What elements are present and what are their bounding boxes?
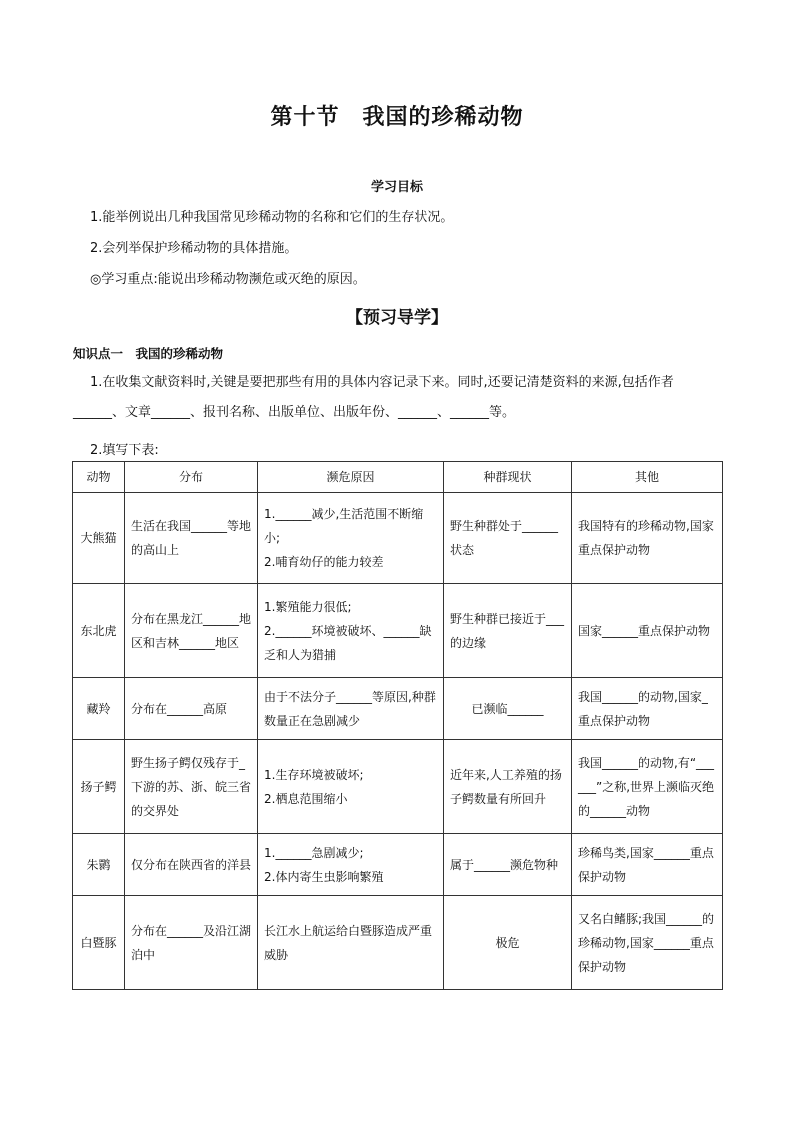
header-distribution: 分布 [125, 462, 258, 493]
other-cell: 珍稀鸟类,国家______重点保护动物 [572, 834, 723, 896]
status-cell: 极危 [444, 896, 572, 990]
distribution-cell: 分布在______高原 [125, 678, 258, 740]
distribution-cell: 分布在______及沿江湖泊中 [125, 896, 258, 990]
question-2-label: 2.填写下表: [90, 443, 159, 458]
causes-cell: 1.繁殖能力很低; 2.______环境被破坏、______缺乏和人为猎捕 [258, 584, 444, 678]
other-cell: 又名白鳍豚;我国______的珍稀动物,国家______重点保护动物 [572, 896, 723, 990]
table-row [73, 896, 723, 990]
page-title: 第十节 我国的珍稀动物 [270, 105, 524, 130]
header-animal: 动物 [73, 462, 125, 493]
preview-heading: 【预习导学】 [346, 308, 448, 328]
objectives-heading: 学习目标 [370, 180, 423, 195]
status-cell: 已濒临______ [444, 678, 572, 740]
causes-cell: 1.______急剧减少; 2.体内寄生虫影响繁殖 [258, 834, 444, 896]
table-row [73, 678, 723, 740]
header-other: 其他 [572, 462, 723, 493]
animal-name: 东北虎 [73, 584, 125, 678]
animal-name: 白暨豚 [73, 896, 125, 990]
table-row [73, 493, 723, 584]
distribution-cell: 仅分布在陕西省的洋县 [125, 834, 258, 896]
status-cell: 野生种群处于______状态 [444, 493, 572, 584]
distribution-cell: 分布在黑龙江______地区和吉林______地区 [125, 584, 258, 678]
other-cell: 国家______重点保护动物 [572, 584, 723, 678]
animal-name: 扬子鳄 [73, 740, 125, 834]
table-row [73, 584, 723, 678]
other-cell: 我国______的动物,有“______”之称,世界上濒临灭绝的______动物 [572, 740, 723, 834]
distribution-cell: 野生扬子鳄仅残存于_下游的苏、浙、皖三省的交界处 [125, 740, 258, 834]
causes-cell: 长江水上航运给白暨豚造成严重威胁 [258, 896, 444, 990]
objective-item-1: 1.能举例说出几种我国常见珍稀动物的名称和它们的生存状况。 [90, 210, 454, 225]
table-row [73, 740, 723, 834]
animal-name: 朱鹮 [73, 834, 125, 896]
knowledge-point-heading: 知识点一 我国的珍稀动物 [73, 346, 224, 361]
causes-cell: 1.______减少,生活范围不断缩小; 2.哺育幼仔的能力较差 [258, 493, 444, 584]
endangered-animals-table [72, 461, 723, 990]
table-row [73, 834, 723, 896]
header-causes: 濒危原因 [258, 462, 444, 493]
status-cell: 属于______濒危物种 [444, 834, 572, 896]
objective-key-point: ◎学习重点:能说出珍稀动物濒危或灭绝的原因。 [90, 272, 366, 287]
objective-item-2: 2.会列举保护珍稀动物的具体措施。 [90, 241, 298, 256]
animal-name: 藏羚 [73, 678, 125, 740]
question-1-text: 1.在收集文献资料时,关键是要把那些有用的具体内容记录下来。同时,还要记清楚资料的来源,包括作者______、文章______、报刊名称、出版单位、出版年份、______、______等。 [73, 375, 674, 420]
other-cell: 我国______的动物,国家_重点保护动物 [572, 678, 723, 740]
distribution-cell: 生活在我国______等地的高山上 [125, 493, 258, 584]
status-cell: 野生种群已接近于___的边缘 [444, 584, 572, 678]
animal-name: 大熊猫 [73, 493, 125, 584]
status-cell: 近年来,人工养殖的扬子鳄数量有所回升 [444, 740, 572, 834]
other-cell: 我国特有的珍稀动物,国家重点保护动物 [572, 493, 723, 584]
question-1 [73, 368, 723, 428]
causes-cell: 由于不法分子______等原因,种群数量正在急剧减少 [258, 678, 444, 740]
causes-cell: 1.生存环境被破坏; 2.栖息范围缩小 [258, 740, 444, 834]
header-status: 种群现状 [444, 462, 572, 493]
table-header-row [73, 462, 723, 493]
